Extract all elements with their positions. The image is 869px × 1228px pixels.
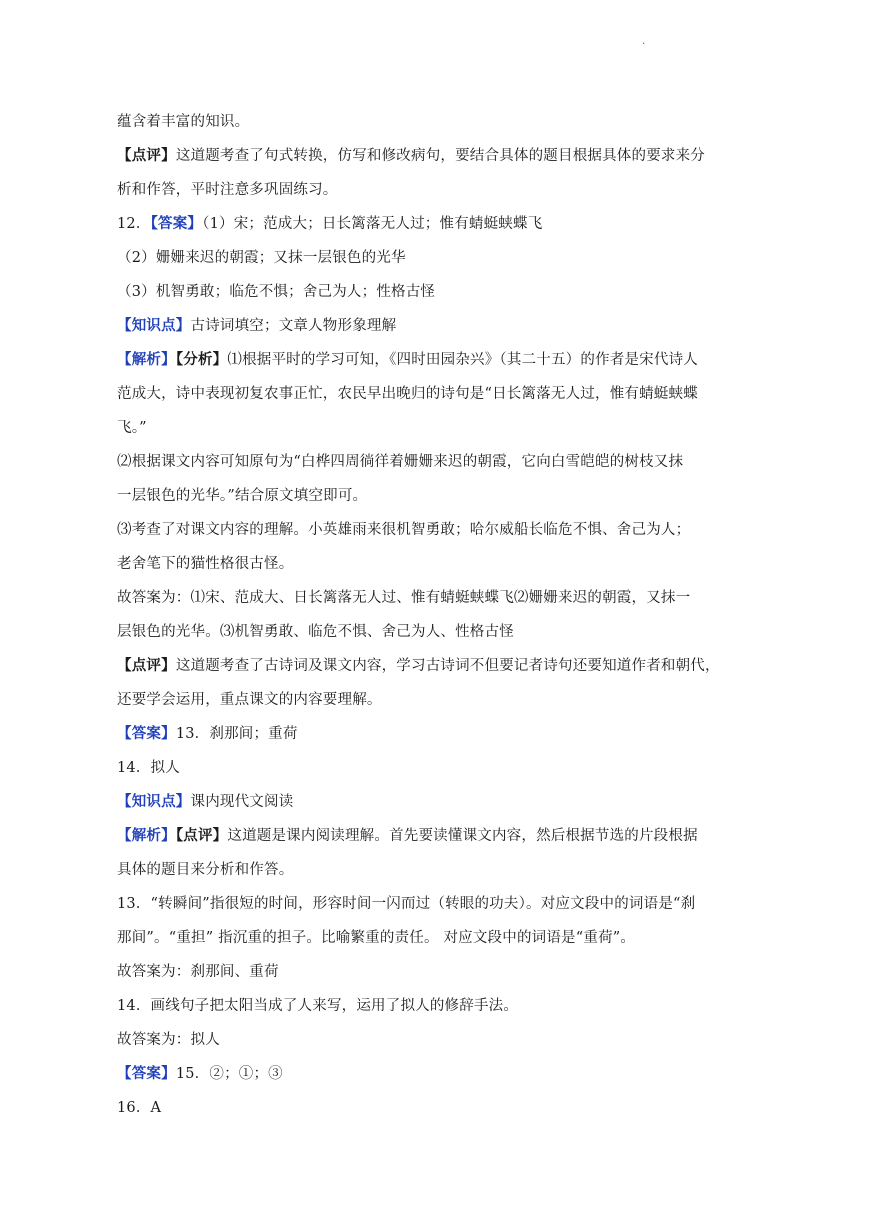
comment-tag: 【点评】 [117,657,176,674]
knowledge-tag: 【知识点】 [117,317,191,334]
answer-tag: 【答案】 [117,1065,176,1082]
text-line: 范成大，诗中表现初复农事正忙，农民早出晚归的诗句是“日长篱落无人过，惟有蜻蜓蛱蝶 [117,386,698,402]
knowledge-line: 【知识点】课内现代文阅读 [117,793,294,810]
comment-tag: 【点评】 [117,147,176,164]
text-line: （2）姗姗来迟的朝霞；又抹一层银色的光华 [117,250,406,266]
answer-tag: 【答案】 [150,215,203,232]
answer-line: 12．【答案】（1）宋；范成大；日长篱落无人过；惟有蜻蜓蛱蝶飞 [117,215,543,232]
analysis-line: 【解析】【分析】⑴根据平时的学习可知，《四时田园杂兴》（其二十五）的作者是宋代诗人 [117,351,698,368]
answer-tag: 【答案】 [117,725,176,742]
text-line: 飞。” [117,420,147,436]
knowledge-line: 【知识点】古诗词填空；文章人物形象理解 [117,317,397,334]
fenxi-tag: 【分析】 [175,351,228,368]
knowledge-tag: 【知识点】 [117,793,191,810]
text-line: 14．画线句子把太阳当成了人来写，运用了拟人的修辞手法。 [117,998,519,1014]
text-line: ⑶考查了对课文内容的理解。小英雄雨来很机智勇敢；哈尔威船长临危不惧、舍己为人； [117,522,691,538]
text-line: 析和作答，平时注意多巩固练习。 [117,182,338,198]
comment-tag: 【点评】 [175,827,228,844]
text-line: 故答案为：⑴宋、范成大、日长篱落无人过、惟有蜻蜓蛱蝶飞⑵姗姗来迟的朝霞，又抹一 [117,590,691,606]
text-line: 老舍笔下的猫性格很古怪。 [117,556,294,572]
text-line: 具体的题目来分析和作答。 [117,862,294,878]
analysis-line: 【解析】【点评】这道题是课内阅读理解。首先要读懂课文内容，然后根据节选的片段根据 [117,827,698,844]
text-line: 13．“转瞬间”指很短的时间，形容时间一闪而过（转眼的功夫）。对应文段中的词语是“刹 [117,896,696,912]
header-dot: . [642,36,646,47]
answer-line: 【答案】13．刹那间；重荷 [117,725,298,742]
comment-line: 【点评】这道题考查了句式转换，仿写和修改病句，要结合具体的题目根据具体的要求来分 [117,147,706,164]
analysis-tag: 【解析】 [117,827,176,844]
comment-line: 【点评】这道题考查了古诗词及课文内容，学习古诗词不但要记者诗句还要知道作者和朝代， [117,657,720,674]
text-line: 蕴含着丰富的知识。 [117,114,250,130]
answer-line: 【答案】15．②；①；③ [117,1065,283,1082]
text-line: 16．A [117,1100,162,1116]
text-line: 故答案为：刹那间、重荷 [117,964,279,980]
text-line: （3）机智勇敢；临危不惧；舍己为人；性格古怪 [117,284,436,300]
text-line: 故答案为：拟人 [117,1032,220,1048]
text-line: 一层银色的光华。”结合原文填空即可。 [117,488,368,504]
question-number: 12． [117,216,151,232]
text-line: ⑵根据课文内容可知原句为“白桦四周徜徉着姗姗来迟的朝霞，它向白雪皑皑的树枝又抹 [117,454,684,470]
text-line: 14．拟人 [117,760,180,776]
analysis-tag: 【解析】 [117,351,176,368]
text-line: 层银色的光华。⑶机智勇敢、临危不惧、舍己为人、性格古怪 [117,624,514,640]
text-line: 还要学会运用，重点课文的内容要理解。 [117,692,382,708]
text-line: 那间”。“重担” 指沉重的担子。比喻繁重的责任。 对应文段中的词语是“重荷”。 [117,930,636,946]
